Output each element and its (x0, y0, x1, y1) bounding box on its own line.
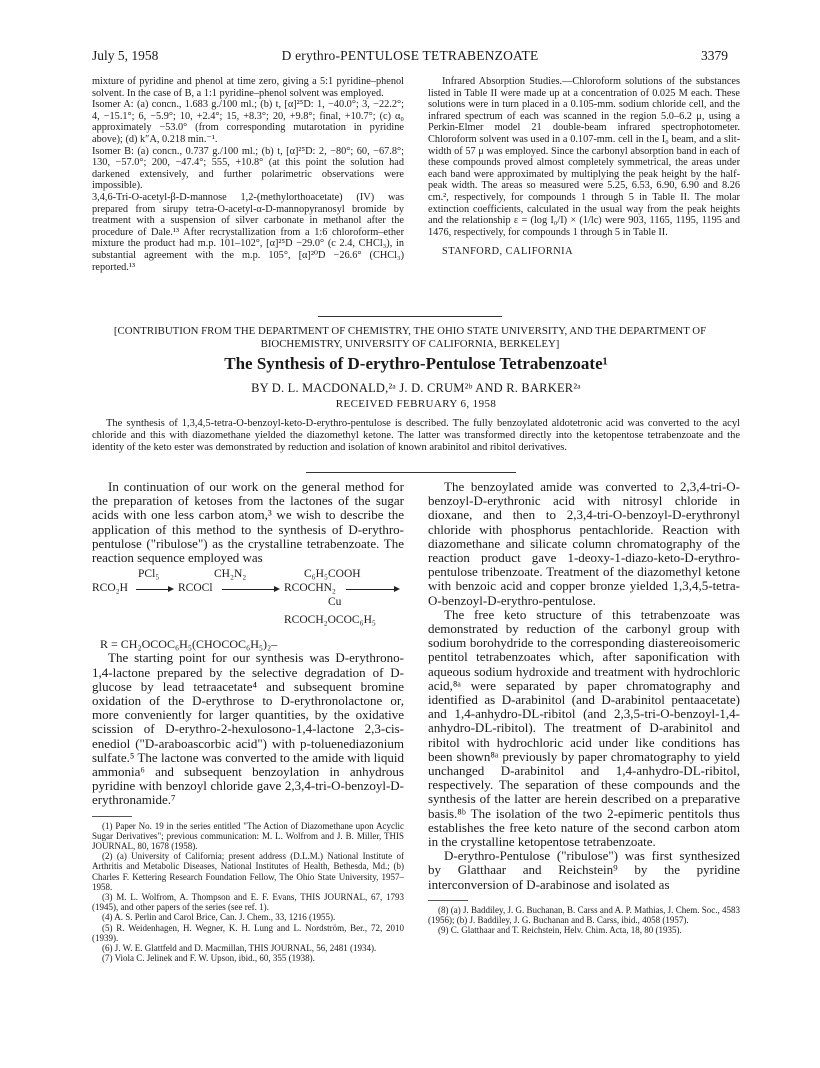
intro-paragraph: In continuation of our work on the general method for the preparation of ketoses from the lactones of the sugar acids with one less carbon atom,³ we wish to describe the application of this method to the synthesis of D-erythro-pentulose ("ribulose") as the crystalline tetrabenzoate. The reaction sequence employed was (92, 479, 404, 566)
scheme-acyl-chloride: RCOCl (178, 582, 213, 595)
infrared-paragraph: Infrared Absorption Studies.—Chloroform solutions of the substances listed in Table II were made up at a concentration of 0.025 M each. These solutions were in turn placed in a 0.105-mm. sodium chloride cell, and the infrared spectrum of each was scanned in the region 5.0–6.2 μ, using a Perkin-Elmer model 21 double-beam infrared spectrophotometer. Chloroform solvent was used in a 0.107-mm. cell in the I₀ beam, and a slit-width of 57 μ was employed. Since the carbonyl absorption band in each of these compounds proved almost completely symmetrical, the areas under each band were approximated by multiplying the peak height by the half-peak width. The areas so measured were 5.25, 6.53, 6.90, 6.90 and 8.26 cm.², respectively, for compounds 1 through 5 in Table II. The molar extinction coefficients, calculated in the usual way from the peak heights and the relationship ε = (log I₀/I) × (1/lc) were 903, 1165, 1195, 1195 and 1476, respectively, for compounds 1 through 5 in Table II. (428, 76, 740, 238)
scheme-acid: RCO₂H (92, 582, 128, 595)
footnotes-right (428, 905, 740, 936)
body-left-column (92, 480, 404, 964)
keto-structure-paragraph: The free keto structure of this tetrabenzoate was demonstrated by reduction of the carbonyl group with sodium borohydride to the corresponding diastereoisomeric pentitol tetrabenzoates which, after saponification with aqueous sodium hydroxide and treatment with hydrochloric acid,⁸ᵃ were separated by paper chromatography and identified as D-arabinitol (and D-arabinitol pentaacetate) and 1,4-anhydro-DL-ribitol (and 2,3,5-tri-O-benzoyl-1,4-anhydro-DL-ribitol). The treatment of D-arabinitol and ribitol with hydrochloric acid under like conditions has been shown⁸ᵃ previously by paper chromatography to yield unchanged D-arabinitol and 1,4-anhydro-DL-ribitol, respectively. The separation of these compounds and the synthesis of the latter are herein described on a preparative basis.⁸ᵇ The isolation of the two 2-epimeric pentitols thus establishes the free keto nature of the second carbon atom in the crystalline ketopentose tetrabenzoate. (428, 606, 740, 850)
scheme-arrow-3 (346, 589, 398, 590)
article-authors: BY D. L. MACDONALD,²ᵃ J. D. CRUM²ᵇ AND R. BARKER²ᵃ (251, 381, 581, 395)
contribution-line: [CONTRIBUTION FROM THE DEPARTMENT OF CHEMISTRY, THE OHIO STATE UNIVERSITY, AND THE DEPARTMENT OF BIOCHEMISTRY, UNIVERSITY OF CALIFORNIA, BERKELEY] (113, 325, 707, 350)
conversion-paragraph: The benzoylated amide was converted to 2,3,4-tri-O-benzoyl-D-erythronic acid with nitrosyl chloride in dioxane, and then to 2,3,4-tri-O-benzoyl-D-erythronyl chloride with phosphorus pentachloride. Reaction with diazomethane and silicate column chromatography of the reaction product gave 1-deoxy-1-diazo-keto-D-erythro-pentulose tribenzoate. Treatment of the diazomethyl ketone with benzoic acid and copper bronze yielded 1,3,4,5-tetra-O-benzoyl-D-erythro-pentulose. (428, 479, 740, 608)
scheme-arrow-2 (222, 589, 278, 590)
footnotes-left (92, 821, 404, 964)
starting-point-paragraph: The starting point for our synthesis was D-erythrono-1,4-lactone prepared by the selective degradation of D-glucose by lead tetraacetate⁴ and subsequent bromine oxidation of the D-erythrose to D-erythronolactone or, more conveniently for larger quantities, by the oxidative scission of D-erythro-2-hexulosono-1,4-lactone 2,3-cis-enediol ("D-araboascorbic acid") with p-toluenediazonium sulfate.⁵ The lactone was converted to the amide with liquid ammonia⁶ and subsequent benzoylation in anhydrous pyridine with benzoyl chloride gave 2,3,4-tri-O-benzoyl-D-erythronamide.⁷ (92, 650, 404, 808)
received-date: RECEIVED FEBRUARY 6, 1958 (335, 398, 497, 410)
abstract: The synthesis of 1,3,4,5-tetra-O-benzoyl-keto-D-erythro-pentulose is described. The fully benzoylated aldotetronic acid was converted to the acyl chloride and this with diazomethane yielded the diazomethyl ketone. The latter was transformed directly into the ketopentose tetrabenzoate and the identity of the keto ester was demonstrated by reduction and isolation of known arabinitol and ribitol derivatives. (92, 418, 740, 453)
reagent-copper: Cu (328, 596, 342, 609)
header-page-number: 3379 (701, 48, 728, 63)
reagent-diazomethane: CH₂N₂ (214, 568, 247, 581)
footnote: (1) Paper No. 19 in the series entitled "The Action of Diazomethane upon Acyclic Sugar Derivatives"; previous communication: M. L. Wolfrom and J. B. Miller, THIS JOURNAL, 80, 1678 (1958). (92, 820, 404, 852)
header-date: July 5, 1958 (92, 48, 159, 63)
footnote: (4) A. S. Perlin and Carol Brice, Can. J. Chem., 33, 1216 (1955). (102, 912, 336, 923)
article-title: The Synthesis of D-erythro-Pentulose Tetrabenzoate¹ (224, 354, 608, 373)
scheme-diazoketone: RCOCHN₂ (284, 582, 336, 595)
section-divider (318, 316, 502, 317)
page-header (92, 48, 728, 68)
footnote: (8) (a) J. Baddiley, J. G. Buchanan, B. Carss and A. P. Mathias, J. Chem. Soc., 4583 (1956); (b) J. Baddiley, J. G. Buchanan and B. Carss, ibid., 4058 (1957). (428, 904, 740, 926)
abstract-divider (306, 472, 516, 473)
reagent-pcl5: PCl₅ (138, 568, 160, 581)
footnote: (3) M. L. Wolfrom, A. Thompson and E. F. Evans, THIS JOURNAL, 67, 1793 (1945), and other papers of the series (see ref. 1). (92, 892, 404, 913)
isomer-a-paragraph: Isomer A: (a) concn., 1.683 g./100 ml.; (b) t, [α]²⁵D: 1, −40.0°; 3, −22.2°; 4, −15.1°; 6, −5.9°; 10, +2.4°; 15, +8.3°; 20, +9.8°; final, +10.7°; (c) α₀ approximately −53.0° (from corresponding mutarotation in pyridine above); (d) k″A, 0.218 min.⁻¹. (92, 99, 404, 145)
signoff: STANFORD, CALIFORNIA (442, 246, 574, 258)
footnote: (2) (a) University of California; present address (D.L.M.) National Institute of Arthritis and Metabolic Diseases, National Institutes of Health, Bethesda, Md.; (b) Charles F. Kettering Research Foundation Fellow, The Ohio State University, 1957–1958. (92, 851, 404, 892)
history-paragraph: D-erythro-Pentulose ("ribulose") was first synthesized by Glatthaar and Reichstein⁹ by the pyridine interconversion of D-arabinose and isolated as (428, 848, 740, 892)
reaction-scheme (92, 567, 404, 637)
scheme-product: RCOCH₂OCOC₆H₅ (284, 614, 376, 627)
top-right-column (428, 76, 740, 258)
footnote: (9) C. Glatthaar and T. Reichstein, Helv. Chim. Acta, 18, 80 (1935). (438, 925, 682, 936)
footnote: (6) J. W. E. Glattfeld and D. Macmillan, THIS JOURNAL, 56, 2481 (1934). (102, 943, 377, 954)
top-left-column (92, 76, 404, 273)
body-right-column (428, 480, 740, 936)
isomer-b-paragraph: Isomer B: (a) concn., 0.737 g./100 ml.; (b) t, [α]²⁵D: 2, −80°; 60, −67.8°; 130, −57.0°; 200, −47.4°; 555, +10.8° (at this point the solution had darkened extensively, and further polarimetric observations were impossible). (92, 145, 404, 192)
footnote-rule (92, 816, 132, 817)
experimental-paragraph: mixture of pyridine and phenol at time zero, giving a 5:1 pyridine–phenol solvent. In the case of B, a 1:1 pyridine–phenol solvent was employed. (92, 76, 404, 99)
reagent-benzoic-acid: C₆H₅COOH (304, 568, 361, 581)
orthoacetate-paragraph: 3,4,6-Tri-O-acetyl-β-D-mannose 1,2-(methylorthoacetate) (IV) was prepared from sirupy tetra-O-acetyl-α-D-mannopyranosyl bromide by treatment with a suspension of silver carbonate in methanol after the procedure of Dale.¹³ After recrystallization from a 1:6 chloroform–ether mixture the product had m.p. 101–102°, [α]²⁵D −29.0° (c 2.4, CHCl₃), in substantial agreement with the m.p. 105°, [α]²⁰D −26.6° (CHCl₃) reported.¹³ (92, 191, 404, 273)
footnote: (7) Viola C. Jelinek and F. W. Upson, ibid., 60, 355 (1938). (102, 953, 315, 964)
scheme-arrow-1 (136, 589, 172, 590)
r-definition: R = CH₂OCOC₆H₅(CHOCOC₆H₅)₂– (100, 637, 278, 652)
footnote: (5) R. Weidenhagen, H. Wegner, K. H. Lung and L. Nordström, Ber., 72, 2010 (1939). (92, 922, 404, 943)
header-running-title: D erythro-PENTULOSE TETRABENZOATE (281, 48, 539, 63)
footnote-rule (428, 900, 468, 901)
